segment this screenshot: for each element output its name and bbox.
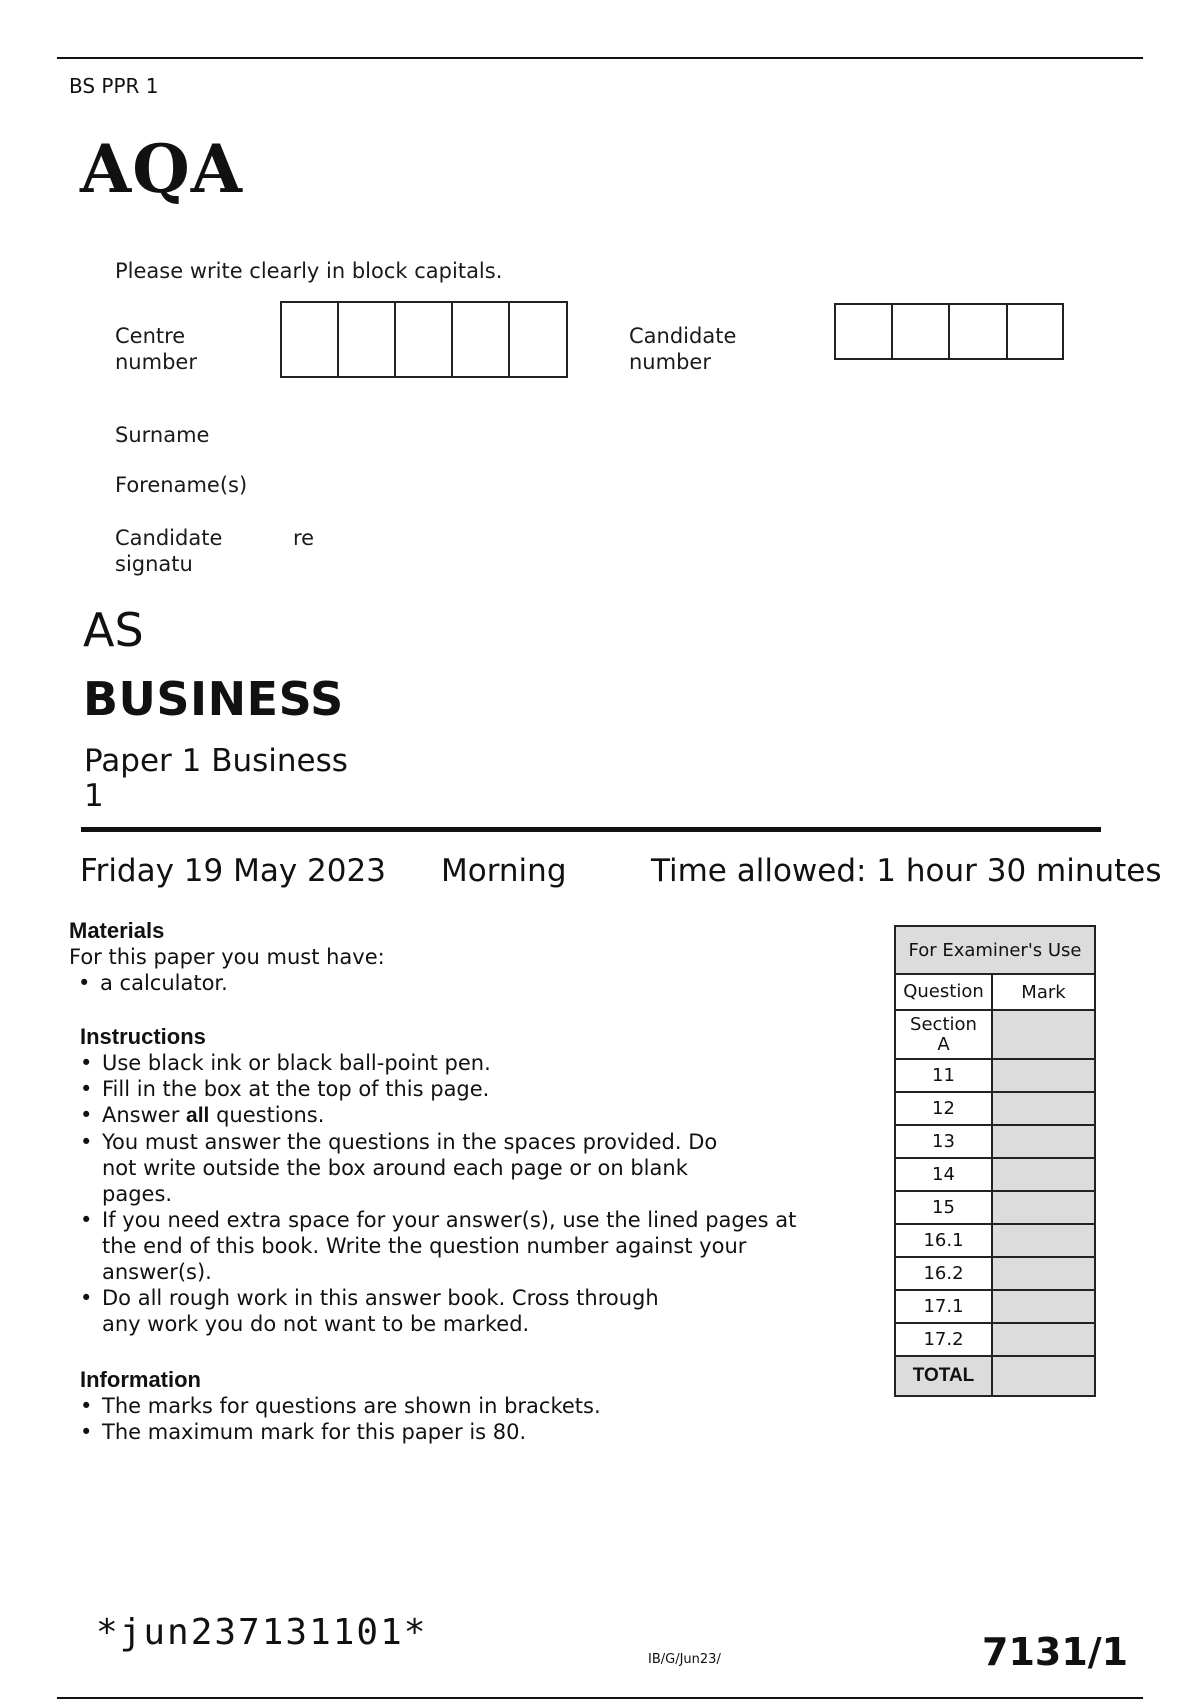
paper-code: 7131/1 — [982, 1630, 1129, 1674]
section-label-line1: Section — [910, 1013, 977, 1035]
surname-label: Surname — [115, 423, 210, 447]
table-row — [896, 1060, 1094, 1093]
forename-label: Forename(s) — [115, 473, 248, 497]
list-item: • The marks for questions are shown in brackets. — [80, 1393, 880, 1419]
instructions-list — [80, 1050, 880, 1337]
mark-column-header: Mark — [1021, 981, 1066, 1003]
materials-intro: For this paper you must have: — [69, 945, 385, 969]
mark-cell[interactable] — [993, 1225, 1094, 1256]
candidate-signature-label — [115, 525, 222, 577]
examiner-use-table — [894, 925, 1096, 1397]
section-label-line2: A — [937, 1033, 950, 1055]
mark-cell[interactable] — [993, 1093, 1094, 1124]
mark-cell[interactable] — [993, 1324, 1094, 1355]
instruction-emphasis: all — [186, 1104, 210, 1127]
question-cell: 16.1 — [896, 1225, 993, 1256]
information-list — [80, 1393, 880, 1445]
exam-session: Morning — [441, 853, 567, 889]
candidate-number-boxes[interactable] — [834, 303, 1064, 360]
centre-digit-box[interactable] — [453, 303, 510, 376]
candidate-digit-box[interactable] — [950, 305, 1008, 358]
information-section — [80, 1367, 880, 1445]
top-rule — [57, 57, 1143, 59]
mark-cell[interactable] — [993, 1060, 1094, 1091]
candidate-label-line1: Candidate — [629, 324, 737, 348]
mark-cell[interactable] — [993, 1159, 1094, 1190]
examiner-table-header-row — [896, 975, 1094, 1011]
question-cell: 15 — [896, 1192, 993, 1223]
aqa-logo: AQA — [80, 130, 243, 208]
question-column-header: Question — [896, 975, 993, 1009]
examiner-table-title: For Examiner's Use — [896, 927, 1094, 975]
exam-date: Friday 19 May 2023 — [80, 853, 386, 889]
candidate-digit-box[interactable] — [893, 305, 950, 358]
list-item — [80, 1129, 880, 1207]
time-allowed: Time allowed: 1 hour 30 minutes — [651, 853, 1162, 889]
question-cell: 17.1 — [896, 1291, 993, 1322]
mark-cell[interactable] — [993, 1258, 1094, 1289]
instruction-line: not write outside the box around each page or on blank — [102, 1156, 688, 1180]
list-item — [80, 1207, 880, 1285]
list-item: • a calculator. — [78, 970, 849, 996]
question-cell: 11 — [896, 1060, 993, 1091]
total-label: TOTAL — [896, 1357, 993, 1395]
block-capitals-instruction: Please write clearly in block capitals. — [115, 259, 503, 283]
table-row — [896, 1093, 1094, 1126]
subject-title: BUSINESS — [83, 672, 344, 726]
materials-heading: Materials — [69, 918, 165, 943]
materials-list — [78, 970, 849, 996]
question-cell: 17.2 — [896, 1324, 993, 1355]
centre-label-line2: number — [115, 350, 197, 374]
centre-number-boxes[interactable] — [280, 301, 568, 378]
table-row — [896, 1011, 1094, 1060]
reference-code: BS PPR 1 — [69, 74, 159, 98]
question-cell: 13 — [896, 1126, 993, 1157]
title-divider — [81, 827, 1101, 832]
signature-label-line2: signatu — [115, 552, 193, 576]
list-item: • Use black ink or black ball-point pen. — [80, 1050, 880, 1076]
centre-digit-box[interactable] — [396, 303, 453, 376]
list-item: • Fill in the box at the top of this page. — [80, 1076, 880, 1102]
instruction-text: questions. — [209, 1103, 325, 1127]
candidate-number-label — [629, 323, 736, 375]
centre-label-line1: Centre — [115, 324, 186, 348]
table-row — [896, 1225, 1094, 1258]
signature-label-fragment: re — [293, 526, 315, 550]
paper-title-line2: 1 — [84, 778, 104, 814]
materials-section — [69, 918, 849, 996]
centre-digit-box[interactable] — [510, 303, 566, 376]
question-cell: 14 — [896, 1159, 993, 1190]
mark-cell[interactable] — [993, 1011, 1094, 1058]
candidate-digit-box[interactable] — [1008, 305, 1062, 358]
list-item — [80, 1102, 880, 1129]
question-cell: 12 — [896, 1093, 993, 1124]
centre-digit-box[interactable] — [339, 303, 396, 376]
instruction-line: • If you need extra space for your answer(s), use the lined pages at — [102, 1208, 797, 1232]
instruction-line: • Do all rough work in this answer book. Cross through — [102, 1286, 659, 1310]
table-row — [896, 1126, 1094, 1159]
table-row — [896, 1291, 1094, 1324]
bottom-rule — [57, 1697, 1143, 1699]
instructions-heading: Instructions — [80, 1024, 206, 1049]
centre-number-label — [115, 323, 197, 375]
document-reference: IB/G/Jun23/ — [648, 1652, 721, 1667]
centre-digit-box[interactable] — [282, 303, 339, 376]
paper-title — [84, 744, 348, 814]
candidate-label-line2: number — [629, 350, 711, 374]
candidate-digit-box[interactable] — [836, 305, 893, 358]
table-row — [896, 1324, 1094, 1357]
signature-label-line1: Candidate — [115, 526, 223, 550]
paper-title-line1: Paper 1 Business — [84, 743, 348, 779]
instruction-line: any work you do not want to be marked. — [102, 1312, 530, 1336]
table-row-total — [896, 1357, 1094, 1395]
qualification-level: AS — [83, 603, 144, 657]
list-item — [80, 1285, 880, 1337]
instruction-line: answer(s). — [102, 1260, 212, 1284]
instruction-line: • You must answer the questions in the spaces provided. Do — [102, 1130, 718, 1154]
information-heading: Information — [80, 1367, 201, 1392]
table-row — [896, 1159, 1094, 1192]
mark-cell[interactable] — [993, 1291, 1094, 1322]
table-row — [896, 1258, 1094, 1291]
instructions-section — [80, 1024, 880, 1337]
table-row — [896, 1192, 1094, 1225]
question-cell: 16.2 — [896, 1258, 993, 1289]
total-mark-cell[interactable] — [993, 1357, 1094, 1395]
mark-cell[interactable] — [993, 1192, 1094, 1223]
instruction-line: the end of this book. Write the question number against your — [102, 1234, 747, 1258]
question-cell — [896, 1011, 993, 1058]
instruction-line: pages. — [102, 1182, 173, 1206]
instruction-text: Answer — [102, 1103, 187, 1127]
list-item: • The maximum mark for this paper is 80. — [80, 1419, 880, 1445]
mark-cell[interactable] — [993, 1126, 1094, 1157]
barcode-text: *jun237131101* — [96, 1612, 428, 1653]
